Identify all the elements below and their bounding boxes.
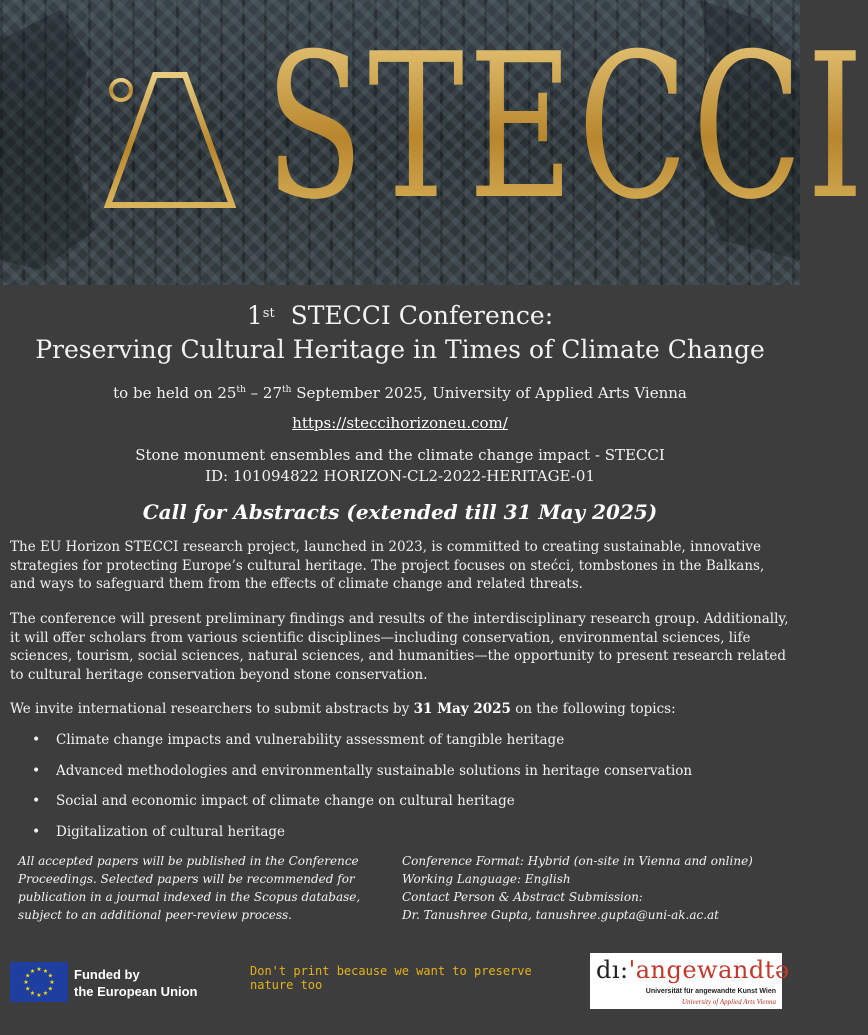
angewandte-wordmark (596, 955, 790, 985)
list-item: • Social and economic impact of climate change on cultural heritage (30, 791, 692, 822)
publication-notes (18, 852, 383, 924)
eu-line-1: Funded by (74, 967, 140, 982)
title-text: STECCI Conference: (290, 301, 554, 330)
title-ordinal: 1 (246, 301, 263, 330)
svg-text:★: ★ (36, 992, 42, 999)
eu-funding-logo (10, 962, 260, 1006)
invitation-paragraph (10, 700, 790, 719)
held-sup-2: th (282, 385, 292, 395)
svg-text:★: ★ (23, 979, 29, 986)
list-item: • Digitalization of cultural heritage (30, 822, 692, 853)
header-banner (0, 0, 868, 285)
dont-print-note: Don't print because we want to preserve nature too (250, 964, 532, 992)
eu-line-2: the European Union (74, 984, 198, 999)
intro-paragraph: The EU Horizon STECCI research project, launched in 2023, is committed to creating sustainable, innovative strategies for protecting Europe’s cultural heritage. The project focuses on stećci, tombstones in the Balkans, and ways to safeguard them from the effects of climate change and related threats. (10, 539, 765, 592)
svg-text:★: ★ (42, 990, 49, 998)
info-format: Conference Format: Hybrid (on-site in Vienna and online) (402, 854, 753, 868)
svg-text:★: ★ (29, 990, 36, 998)
info-contact: Dr. Tanushree Gupta, tanushree.gupta@uni-ak.ac.at (402, 908, 719, 922)
note-line: Proceedings. Selected papers will be recommended for (18, 872, 355, 886)
website-link-row (0, 414, 800, 432)
stone-figure-left (0, 10, 95, 270)
invitation-suffix: on the following topics: (510, 701, 676, 717)
svg-text:★: ★ (47, 985, 53, 993)
angewandte-english-name: University of Applied Arts Vienna (681, 998, 776, 1006)
held-suffix: September 2025, University of Applied Arts Vienna (291, 384, 687, 402)
svg-text:★: ★ (36, 966, 42, 973)
eu-flag-icon (10, 962, 68, 1002)
svg-text:★: ★ (47, 972, 53, 980)
held-sup-1: th (236, 385, 246, 395)
svg-text:★: ★ (49, 979, 55, 986)
list-item: • Climate change impacts and vulnerability assessment of tangible heritage (30, 730, 692, 761)
note-line: publication in a journal indexed in the Scopus database, (18, 890, 361, 904)
info-language: Working Language: English (402, 872, 571, 886)
project-name: Stone monument ensembles and the climate change impact - STECCI (135, 446, 665, 464)
project-id: ID: 101094822 HORIZON-CL2-2022-HERITAGE-01 (205, 467, 595, 485)
website-link[interactable]: https://steccihorizoneu.com/ (292, 414, 508, 432)
conference-info (402, 852, 792, 924)
conference-subtitle: Preserving Cultural Heritage in Times of Climate Change (35, 335, 765, 364)
note-line: subject to an additional peer-review process. (18, 908, 292, 922)
angewandte-german-name: Universität für angewandte Kunst Wien (645, 988, 776, 995)
topics-list (30, 730, 692, 852)
info-contact-label: Contact Person & Abstract Submission: (402, 890, 643, 904)
logo-circle-icon (111, 80, 131, 100)
stecci-logo-text: STECCI (265, 11, 868, 244)
svg-text:★: ★ (25, 985, 31, 993)
held-mid: – 27 (245, 384, 283, 402)
deadline-date: 31 May 2025 (413, 701, 511, 717)
call-for-abstracts-heading: Call for Abstracts (extended till 31 May 2025) (142, 500, 658, 524)
angew-prefix: dı: (596, 956, 629, 984)
angewandte-logo (590, 953, 790, 1009)
conference-title (0, 300, 800, 332)
angew-word: 'angewandtǝ (628, 956, 790, 984)
list-item: • Advanced methodologies and environmentally sustainable solutions in heritage conservation (30, 761, 692, 792)
eu-funding-text (74, 966, 198, 1000)
conference-paragraph: The conference will present preliminary findings and results of the interdisciplinary research group. Additionally, it will offer scholars from various scientific disciplines—including conservation, environmental sciences, life sciences, tourism, social sciences, natural sciences, and humanities—the opportunity to present research related to cultural heritage conservation beyond stone conservation. (10, 611, 789, 683)
invitation-prefix: We invite international researchers to submit abstracts by (10, 701, 414, 717)
svg-text:★: ★ (42, 967, 49, 975)
note-line: All accepted papers will be published in the Conference (18, 854, 359, 868)
title-ordinal-suffix: st (262, 306, 275, 321)
held-prefix: to be held on 25 (113, 384, 237, 402)
svg-text:★: ★ (25, 972, 31, 980)
svg-text:★: ★ (29, 967, 36, 975)
logo-trapezoid-icon (108, 75, 232, 205)
event-date-venue (0, 384, 800, 402)
